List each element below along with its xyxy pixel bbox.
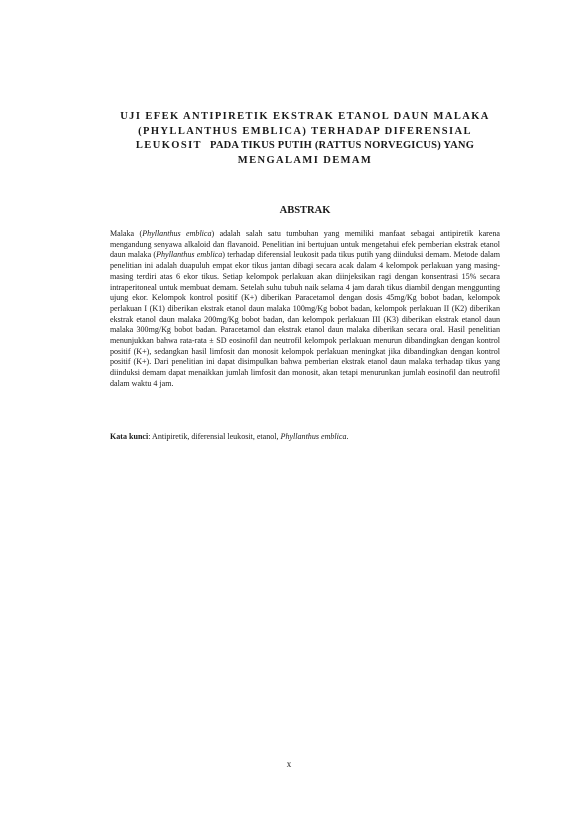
abstract-text-1: Malaka ( [110, 229, 143, 238]
abstract-heading: ABSTRAK [279, 205, 331, 216]
keywords [110, 432, 500, 443]
title-line-3-part-a: LEUKOSIT [135, 140, 202, 151]
page-number: x [286, 759, 292, 769]
keywords-end: . [346, 432, 349, 441]
abstract-text-2: ) adalah salah satu tumbuhan yang memiliki manfaat sebagai antipiretik karena mengandung senyawa alkaloid dan flavanoid. Penelitian ini bertujuan untuk mengetahui efek pemberian ekstrak etanol daun malaka ( [110, 229, 500, 260]
abstract-text-3: ) terhadap diferensial leukosit pada tikus putih yang diinduksi demam. Metode dalam penelitian ini adalah duapuluh empat ekor tikus jantan dibagi secara acak dalam 4 kelompok perlakuan yang masing-masing terdiri atas 6 ekor tikus. Setiap kelompok perlakuan akan diinjeksikan ragi dengan konsentrasi 15% secara intraperitoneal untuk membuat demam. Setelah suhu tubuh naik selama 4 jam darah tikus diambil dengan menggunting ujung ekor. Kelompok kontrol positif (K+) diberikan Paracetamol dengan dosis 45mg/Kg bobot badan, kelompok perlakuan I (K1) diberikan ekstrak etanol daun malaka 100mg/Kg bobot badan, kelompok perlakuan II (K2) diberikan ekstrak etanol daun malaka 200mg/Kg bobot badan, dan kelompok perlakuan III (K3) diberikan ekstrak etanol daun malaka 300mg/Kg bobot badan. Paracetamol dan ekstrak etanol daun malaka diberikan secara oral. Hasil penelitian menunjukkan bahwa rata-rata ± SD eosinofil dan neutrofil kelompok perlakuan menurun dibandingkan dengan kontrol positif (K+), sedangkan hasil limfosit dan monosit kelompok perlakuan meningkat jika dibandingkan dengan kontrol positif (K+). Dari penelitian ini dapat disimpulkan bahwa pemberian ekstrak etanol daun malaka terhadap tikus yang diinduksi demam dapat menaikkan jumlah limfosit dan monosit, akan tetapi menurunkan jumlah eosinofil dan neutrofil dalam waktu 4 jam. [110, 250, 500, 388]
title-line-3 [100, 139, 510, 154]
abstract-species-name-1: Phyllanthus emblica [142, 229, 212, 238]
abstract-paragraph [110, 229, 500, 390]
keywords-label: Kata kunci [110, 432, 149, 441]
title-line-2: (PHYLLANTHUS EMBLICA) TERHADAP DIFERENSIAL [138, 125, 472, 137]
document-title [100, 110, 510, 168]
keywords-text: : Antipiretik, diferensial leukosit, etanol, [148, 432, 281, 441]
keywords-species-name: Phyllanthus emblica [280, 432, 347, 441]
title-line-4: MENGALAMI DEMAM [237, 154, 373, 166]
title-line-1: UJI EFEK ANTIPIRETIK EKSTRAK ETANOL DAUN MALAKA [120, 111, 490, 122]
title-line-3-part-b: PADA TIKUS PUTIH (RATTUS NORVEGICUS) YANG [210, 140, 475, 151]
abstract-species-name-2: Phyllanthus emblica [156, 250, 223, 260]
